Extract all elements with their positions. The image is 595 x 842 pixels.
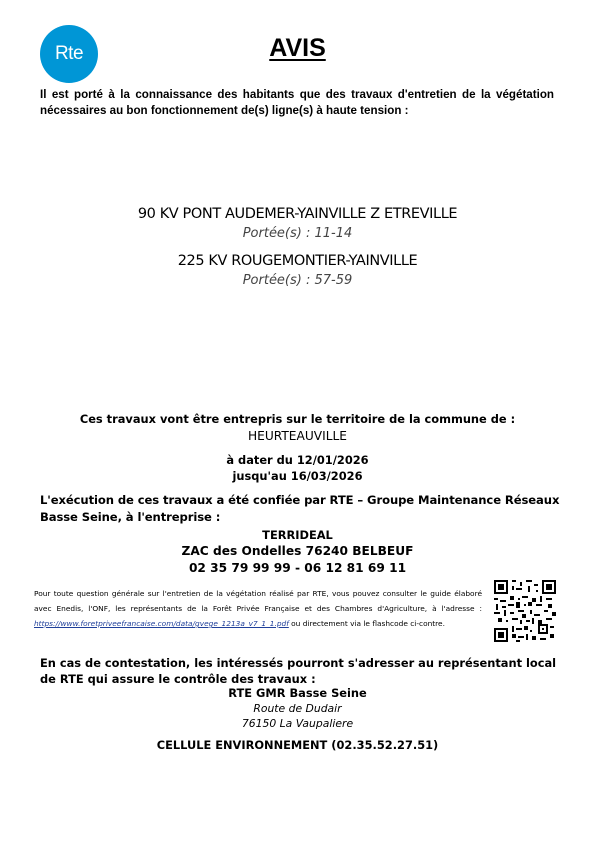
qr-code-icon[interactable] xyxy=(494,580,556,642)
page-title: AVIS xyxy=(269,34,326,62)
company-name: TERRIDEAL xyxy=(262,528,333,542)
representative-street: Route de Dudair xyxy=(253,702,342,715)
intro-paragraph: Il est porté à la connaissance des habitants que des travaux d'entretien de la végétation nécessaires au bon fonctionnement de(s) ligne(s) à haute tension : xyxy=(40,88,554,117)
commune-name: HEURTEAUVILLE xyxy=(248,429,347,443)
logo-text: Rte xyxy=(54,43,84,64)
representative-city: 76150 La Vaupaliere xyxy=(241,717,354,730)
line-span: Portée(s) : 11-14 xyxy=(242,226,353,241)
date-to: jusqu'au 16/03/2026 xyxy=(232,469,363,483)
date-from: à dater du 12/01/2026 xyxy=(226,453,369,467)
info-text: Pour toute question générale sur l'entretien de la végétation réalisé par RTE, vous pouvez consulter le guide élaboré avec Enedis, l'ONF, les représentants de la Forêt Privée Française et des Chambres d'Agriculture, à l'adresse : xyxy=(34,589,482,613)
line-name: 225 KV ROUGEMONTIER-YAINVILLE xyxy=(177,253,418,269)
contestation-paragraph: En cas de contestation, les intéressés pourront s'adresser au représentant local de RTE qui assure le contrôle des travaux : xyxy=(40,656,557,686)
representative-name: RTE GMR Basse Seine xyxy=(228,686,367,700)
company-address: ZAC des Ondelles 76240 BELBEUF xyxy=(181,544,414,558)
execution-paragraph: L'exécution de ces travaux a été confiée par RTE – Groupe Maintenance Réseaux Basse Seine, à l'entreprise : xyxy=(40,493,560,524)
power-lines-list xyxy=(0,203,595,297)
company-phones: 02 35 79 99 99 - 06 12 81 69 11 xyxy=(188,561,407,575)
cellule-environnement: CELLULE ENVIRONNEMENT (02.35.52.27.51) xyxy=(156,738,439,752)
guide-link[interactable]: https://www.foretpriveefrancaise.com/data/gvege_1213a_v7_1_1.pdf xyxy=(34,619,289,628)
line-name: 90 KV PONT AUDEMER-YAINVILLE Z ETREVILLE xyxy=(137,206,458,222)
territory-label: Ces travaux vont être entrepris sur le territoire de la commune de : xyxy=(79,412,516,426)
info-text-after: ou directement via le flashcode ci-contre. xyxy=(288,619,445,628)
line-span: Portée(s) : 57-59 xyxy=(242,273,353,288)
info-paragraph xyxy=(34,586,482,631)
